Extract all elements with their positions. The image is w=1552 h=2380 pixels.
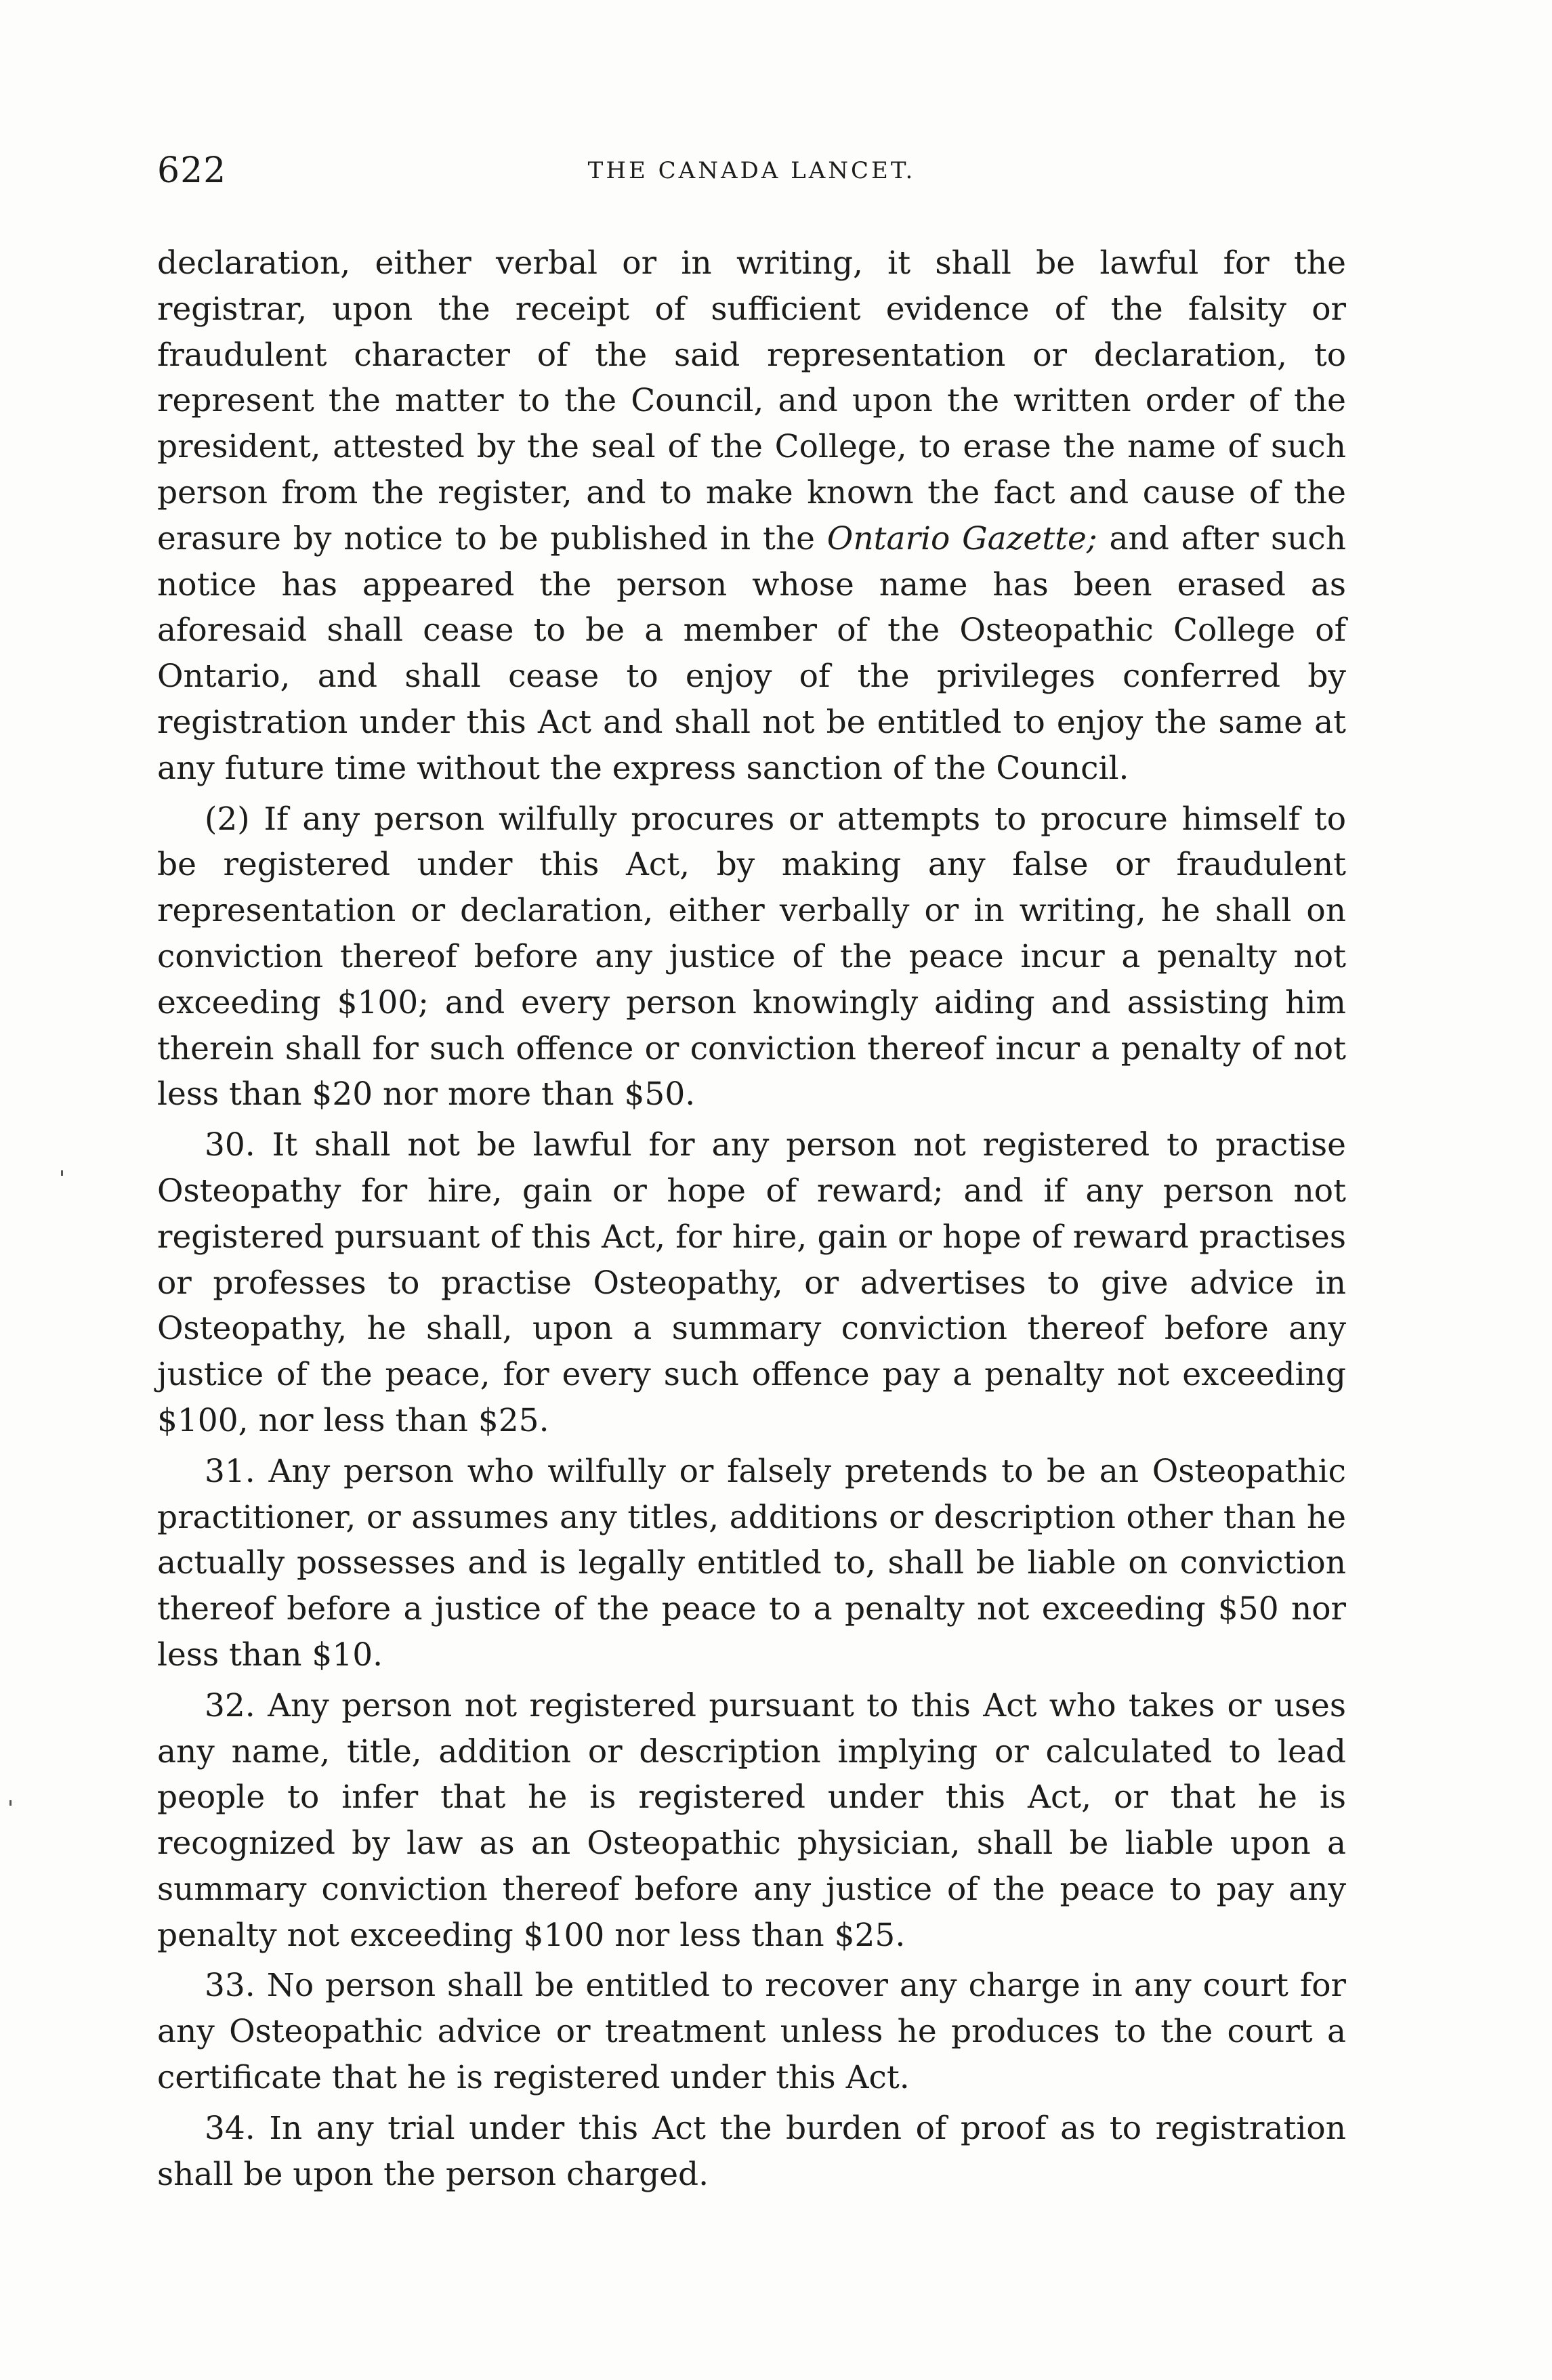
- section-33: 33. No person shall be entitled to recover any charge in any court for any Osteopathic advice or treatment unless he produces to the court a certificate that he is registered under this Act.: [157, 1967, 1346, 2097]
- subsection-2: (2) If any person wilfully procures or attempts to procure himself to be registered under this Act, by making any false or fraudulent representation or declaration, either verbally or in writing, he shall on conviction thereof before any justice of the peace incur a penalty not exceeding $100; and every person knowingly aiding and assisting him therein shall for such offence or conviction thereof incur a penalty of not less than $20 nor more than $50.: [157, 800, 1346, 1113]
- section-31: 31. Any person who wilfully or falsely pretends to be an Osteopathic practitioner, or assumes any titles, additions or description other than he actually possesses and is legally entitled to, shall be liable on conviction thereof before a justice of the peace to a penalty not exceeding $50 nor less than $10.: [157, 1452, 1346, 1674]
- section-32: 32. Any person not registered pursuant to this Act who takes or uses any name, title, addition or description implying or calculated to lead people to infer that he is registered under this Act, or that he is recognized by law as an Osteopathic physician, shall be liable upon a summary conviction thereof before any justice of the peace to pay any penalty not exceeding $100 nor less than $25.: [157, 1686, 1346, 1954]
- publication-title: Ontario Gazette;: [826, 519, 1097, 557]
- page-header: [157, 150, 1346, 205]
- margin-speck: [9, 1800, 12, 1806]
- section-30: 30. It shall not be lawful for any person not registered to practise Osteopathy for hire, gain or hope of reward; and if any person not registered pursuant of this Act, for hire, gain or hope of reward practises or professes to practise Osteopathy, or advertises to give advice in Osteopathy, he shall, upon a summary conviction thereof before any justice of the peace, for every such offence pay a penalty not exceeding $100, nor less than $25.: [157, 1126, 1346, 1439]
- page-number: 622: [157, 150, 227, 191]
- body-text: [157, 240, 1346, 2202]
- section-34: 34. In any trial under this Act the burden of proof as to registration shall be upon the person charged.: [157, 2109, 1346, 2193]
- running-head: THE CANADA LANCET.: [587, 157, 916, 184]
- paragraph-text: and after such notice has appeared the person whose name has been erased as aforesaid shall cease to be a member of the Osteopathic College of Ontario, and shall cease to enjoy of the privileges conferred by registration under this Act and shall not be entitled to enjoy the same at any future time without the express sanction of the Council.: [157, 519, 1346, 787]
- paragraph-text: declaration, either verbal or in writing, it shall be lawful for the registrar, upon the receipt of sufficient evidence of the falsity or fraudulent character of the said representation or declaration, to represent the matter to the Council, and upon the written order of the president, attested by the seal of the College, to erase the name of such person from the register, and to make known the fact and cause of the erasure by notice to be published in the: [157, 245, 1346, 557]
- margin-speck: [61, 1170, 63, 1176]
- paragraph-continuation: [157, 240, 1346, 792]
